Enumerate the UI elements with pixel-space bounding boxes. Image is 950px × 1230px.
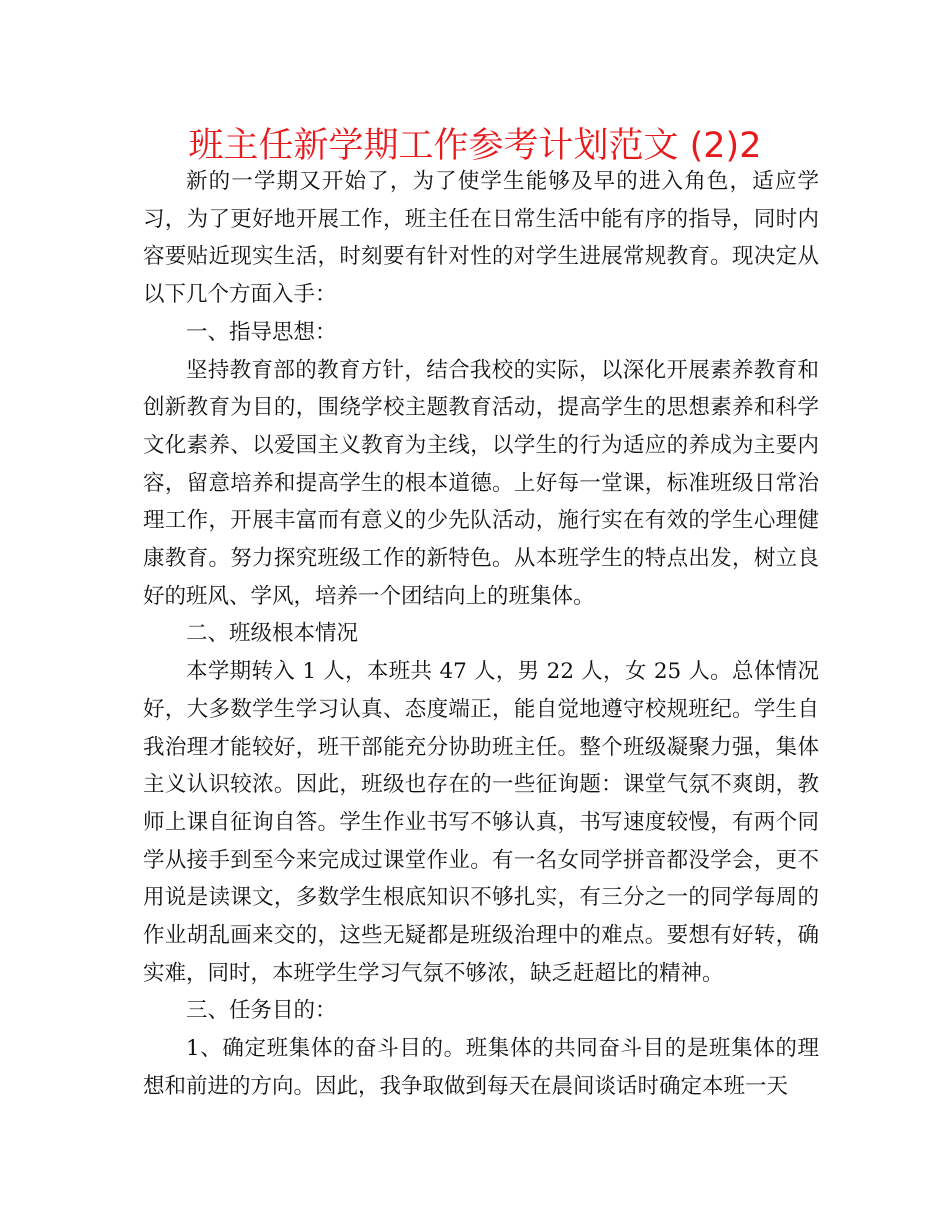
- section-heading-class-situation: 二、班级根本情况: [186, 621, 359, 647]
- section-heading-task-goals: 三、任务目的：: [186, 998, 337, 1024]
- paragraph-class-situation: 本学期转入 1 人，本班共 47 人，男 22 人，女 25 人。总体情况好，大多数学生学习认真、态度端正，能自觉地遵守校规班纪。学生自我治理才能较好，班干部能充分协助班主任。整个班级凝聚力强，集体主义认识较浓。因此，班级也存在的一些征询题：课堂气氛不爽朗，教师上课自征询自答。学生作业书写不够认真，书写速度较慢，有两个同学从接手到至今来完成过课堂作业。有一名女同学拼音都没学会，更不用说是读课文，多数学生根底知识不够扎实，有三分之一的同学每周的作业胡乱画来交的，这些无疑都是班级治理中的难点。要想有好转，确实难，同时，本班学生学习气氛不够浓，缺乏赶超比的精神。: [143, 659, 819, 986]
- document-title: 班主任新学期工作参考计划范文 (2)2: [188, 126, 762, 166]
- paragraph-task-goal-1: 1、确定班集体的奋斗目的。班集体的共同奋斗目的是班集体的理想和前进的方向。因此，我争取做到每天在晨间谈话时确定本班一天: [143, 1036, 819, 1099]
- section-heading-guiding-ideology: 一、指导思想：: [186, 319, 337, 345]
- document-body: [143, 163, 819, 1106]
- paragraph-guiding-ideology: 坚持教育部的教育方针，结合我校的实际，以深化开展素养教育和创新教育为目的，围绕学校主题教育活动，提高学生的思想素养和科学文化素养、以爱国主义教育为主线，以学生的行为适应的养成为主要内容，留意培养和提高学生的根本道德。上好每一堂课，标准班级日常治理工作，开展丰富而有意义的少先队活动，施行实在有效的学生心理健康教育。努力探究班级工作的新特色。从本班学生的特点出发，树立良好的班风、学风，培养一个团结向上的班集体。: [143, 357, 819, 609]
- paragraph-intro: 新的一学期又开始了，为了使学生能够及早的进入角色，适应学习，为了更好地开展工作，班主任在日常生活中能有序的指导，同时内容要贴近现实生活，时刻要有针对性的对学生进展常规教育。现决定从以下几个方面入手：: [143, 169, 819, 308]
